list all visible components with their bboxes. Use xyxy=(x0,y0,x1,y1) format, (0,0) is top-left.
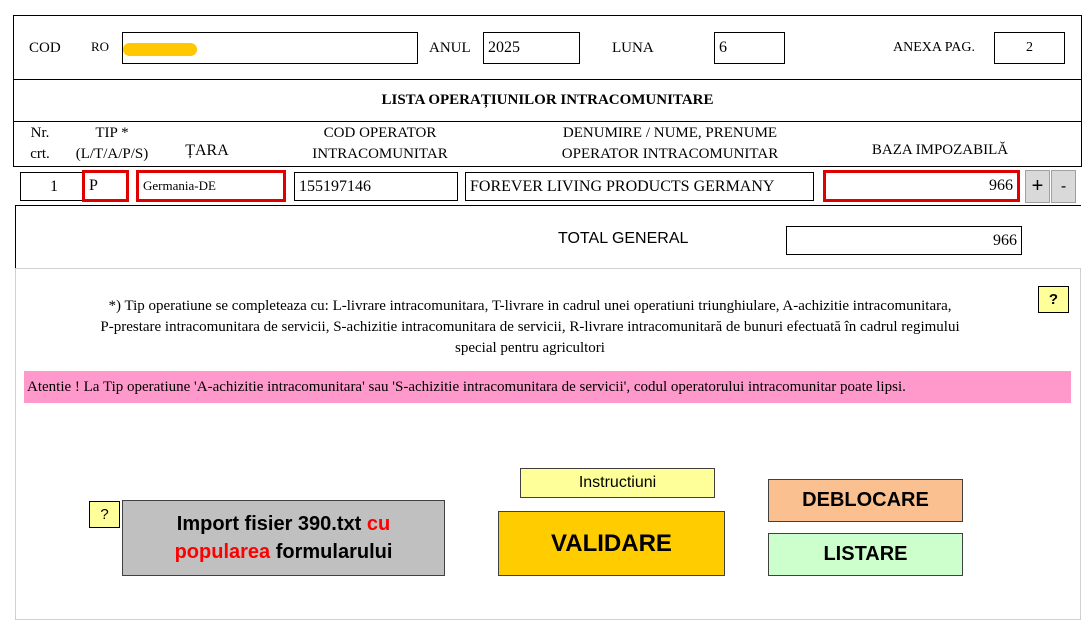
validare-button[interactable]: VALIDARE xyxy=(498,511,725,576)
import-label-part2: cu xyxy=(366,513,391,535)
col-header-den-line2: OPERATOR INTRACOMUNITAR xyxy=(561,146,779,162)
redaction-mark xyxy=(123,43,197,56)
luna-input[interactable]: 6 xyxy=(714,32,785,64)
add-row-button[interactable]: + xyxy=(1025,170,1050,203)
note-line-2: P-prestare intracomunitara de servicii, S-achizitie intracomunitara de servicii, R-livrare intracomunitară de bunuri efectuată în cadrul regimului xyxy=(100,319,960,335)
note-line-1: *) Tip operatiune se completeaza cu: L-livrare intracomunitara, T-livrare in cadrul unei operatiuni triunghiulare, A-achizitie intracomunitara, xyxy=(108,298,952,314)
col-header-nr-line2: crt. xyxy=(30,146,50,162)
divider xyxy=(13,121,1082,122)
col-header-tip-line2: (L/T/A/P/S) xyxy=(75,146,149,162)
col-header-cod-line1: COD OPERATOR xyxy=(323,125,437,141)
import-label-part1: Import fisier 390.txt xyxy=(176,513,362,535)
total-label: TOTAL GENERAL xyxy=(558,230,689,247)
instructiuni-button[interactable]: Instructiuni xyxy=(520,468,715,498)
anul-input[interactable]: 2025 xyxy=(483,32,580,64)
anexa-input[interactable]: 2 xyxy=(994,32,1065,64)
deblocare-button[interactable]: DEBLOCARE xyxy=(768,479,963,522)
warning-banner: Atentie ! La Tip operatiune 'A-achizitie intracomunitara' sau 'S-achizitie intracomunitara de servicii', codul operatorului intracomunitar poate lipsi. xyxy=(24,371,1071,403)
col-header-denumire xyxy=(520,123,820,165)
total-value: 966 xyxy=(786,226,1022,255)
help-import-button[interactable]: ? xyxy=(89,501,120,528)
col-header-tip xyxy=(65,123,159,165)
page-title: LISTA OPERAȚIUNILOR INTRACOMUNITARE xyxy=(381,92,714,108)
row-denumire-input[interactable]: FOREVER LIVING PRODUCTS GERMANY xyxy=(465,172,814,201)
divider xyxy=(13,79,1082,80)
col-header-den-line1: DENUMIRE / NUME, PRENUME xyxy=(562,125,778,141)
luna-label: LUNA xyxy=(612,40,654,56)
anul-label: ANUL xyxy=(429,40,471,56)
anexa-label: ANEXA PAG. xyxy=(893,40,975,55)
divider xyxy=(13,166,1082,167)
row-baza-input[interactable]: 966 xyxy=(823,170,1020,202)
cod-fiscal-input[interactable] xyxy=(122,32,418,64)
col-header-cod-operator xyxy=(290,123,470,165)
col-header-nr xyxy=(25,123,55,165)
col-header-tip-line1: TIP * xyxy=(95,125,129,141)
import-button[interactable] xyxy=(122,500,445,576)
cod-prefix: RO xyxy=(91,39,110,54)
note-line-3: special pentru agricultori xyxy=(455,340,605,356)
remove-row-button[interactable]: - xyxy=(1051,170,1076,203)
col-header-baza: BAZA IMPOZABILĂ xyxy=(871,142,1009,158)
row-cod-operator-input[interactable]: 155197146 xyxy=(294,172,458,201)
import-label-part4: formularului xyxy=(275,541,393,563)
operation-type-note xyxy=(30,296,1030,359)
row-nr: 1 xyxy=(20,172,88,201)
row-tara-input[interactable]: Germania-DE xyxy=(136,170,286,202)
col-header-tara: ȚARA xyxy=(185,142,229,159)
cod-label: COD xyxy=(29,40,61,56)
row-tip-input[interactable]: P xyxy=(82,170,129,202)
help-note-button[interactable]: ? xyxy=(1038,286,1069,313)
col-header-cod-line2: INTRACOMUNITAR xyxy=(312,146,448,162)
col-header-nr-line1: Nr. xyxy=(30,125,50,141)
import-label-part3: popularea xyxy=(174,541,271,563)
listare-button[interactable]: LISTARE xyxy=(768,533,963,576)
